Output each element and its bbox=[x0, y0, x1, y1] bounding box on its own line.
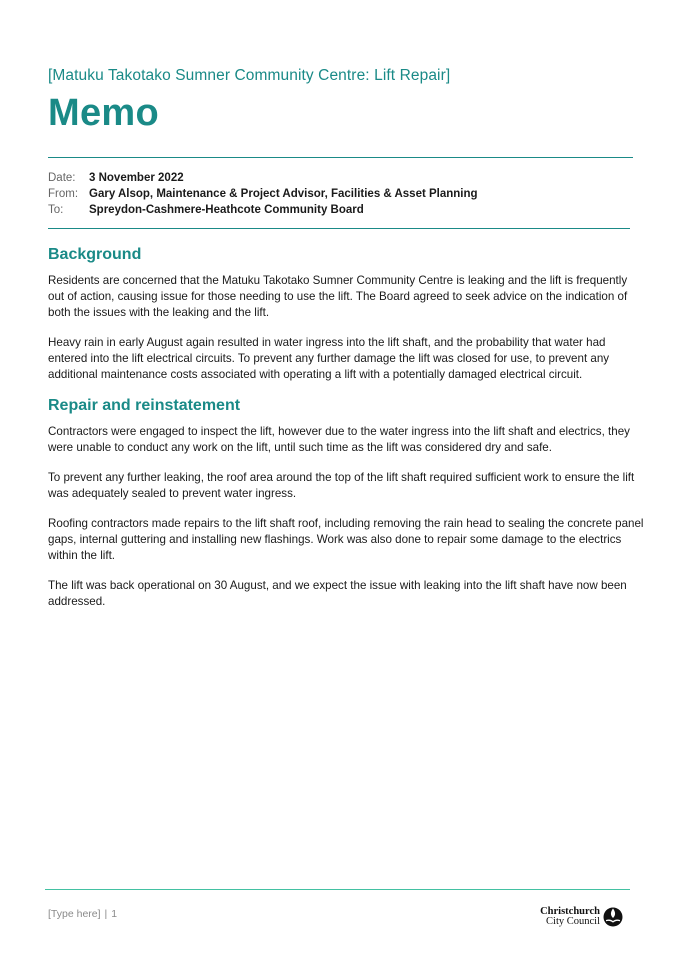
header-divider-top bbox=[48, 157, 633, 158]
from-label: From: bbox=[48, 188, 79, 200]
section-heading: Background bbox=[48, 246, 142, 263]
header-divider-bottom bbox=[48, 228, 630, 229]
logo-line-1: Christchurch bbox=[540, 906, 600, 917]
logo-line-2: City Council bbox=[546, 916, 600, 927]
to-value: Spreydon-Cashmere-Heathcote Community Board bbox=[89, 204, 364, 216]
to-label: To: bbox=[48, 204, 64, 216]
document-supertitle: [Matuku Takotako Sumner Community Centre: Lift Repair] bbox=[48, 67, 451, 84]
paragraph: To prevent any further leaking, the roof area around the top of the lift shaft required sufficient work to ensure the lift was adequately sealed to prevent water ingress. bbox=[48, 471, 635, 500]
section-repair-and-reinstatement bbox=[48, 397, 644, 610]
footer-divider bbox=[45, 889, 630, 890]
meta-row-to bbox=[48, 202, 478, 218]
date-value: 3 November 2022 bbox=[89, 172, 184, 184]
page-title: Memo bbox=[48, 92, 159, 134]
section-heading: Repair and reinstatement bbox=[48, 397, 241, 414]
paragraph: Heavy rain in early August again resulted in water ingress into the lift shaft, and the probability that water had entered into the lift electrical circuits. To prevent any further damage the lift was closed for use, to prevent any additional maintenance costs associated with operating a lift with a potentially damaged electrical circuit. bbox=[48, 336, 610, 381]
meta-row-date bbox=[48, 170, 478, 186]
meta-row-from bbox=[48, 186, 478, 202]
memo-meta bbox=[48, 170, 478, 218]
memo-body bbox=[48, 246, 644, 624]
christchurch-city-council-logo bbox=[540, 907, 623, 927]
paragraph: Roofing contractors made repairs to the lift shaft roof, including removing the rain head to sealing the concrete panel gaps, internal guttering and installing new flashings. Work was also done to repair some damage to the electrics within the lift. bbox=[48, 517, 644, 562]
footer-separator: | bbox=[104, 908, 108, 920]
paragraph: Contractors were engaged to inspect the lift, however due to the water ingress into the lift shaft and electrics, they were unable to conduct any work on the lift, until such time as the lift was considered dry and safe. bbox=[48, 425, 630, 454]
footer-placeholder-text: [Type here] bbox=[48, 908, 101, 920]
footer-page-info bbox=[48, 908, 117, 920]
from-value: Gary Alsop, Maintenance & Project Advisor, Facilities & Asset Planning bbox=[89, 188, 478, 200]
paragraph: The lift was back operational on 30 August, and we expect the issue with leaking into the lift shaft have now been addressed. bbox=[48, 579, 627, 608]
paragraph: Residents are concerned that the Matuku Takotako Sumner Community Centre is leaking and the lift is frequently out of action, causing issue for those needing to use the lift. The Board agreed to seek advice on the indication of both the issues with the leaking and the lift. bbox=[48, 274, 628, 319]
logo-wordmark bbox=[540, 907, 600, 927]
date-label: Date: bbox=[48, 172, 76, 184]
page-number: 1 bbox=[111, 908, 118, 920]
section-background bbox=[48, 246, 644, 383]
christchurch-logo-icon bbox=[603, 907, 623, 927]
